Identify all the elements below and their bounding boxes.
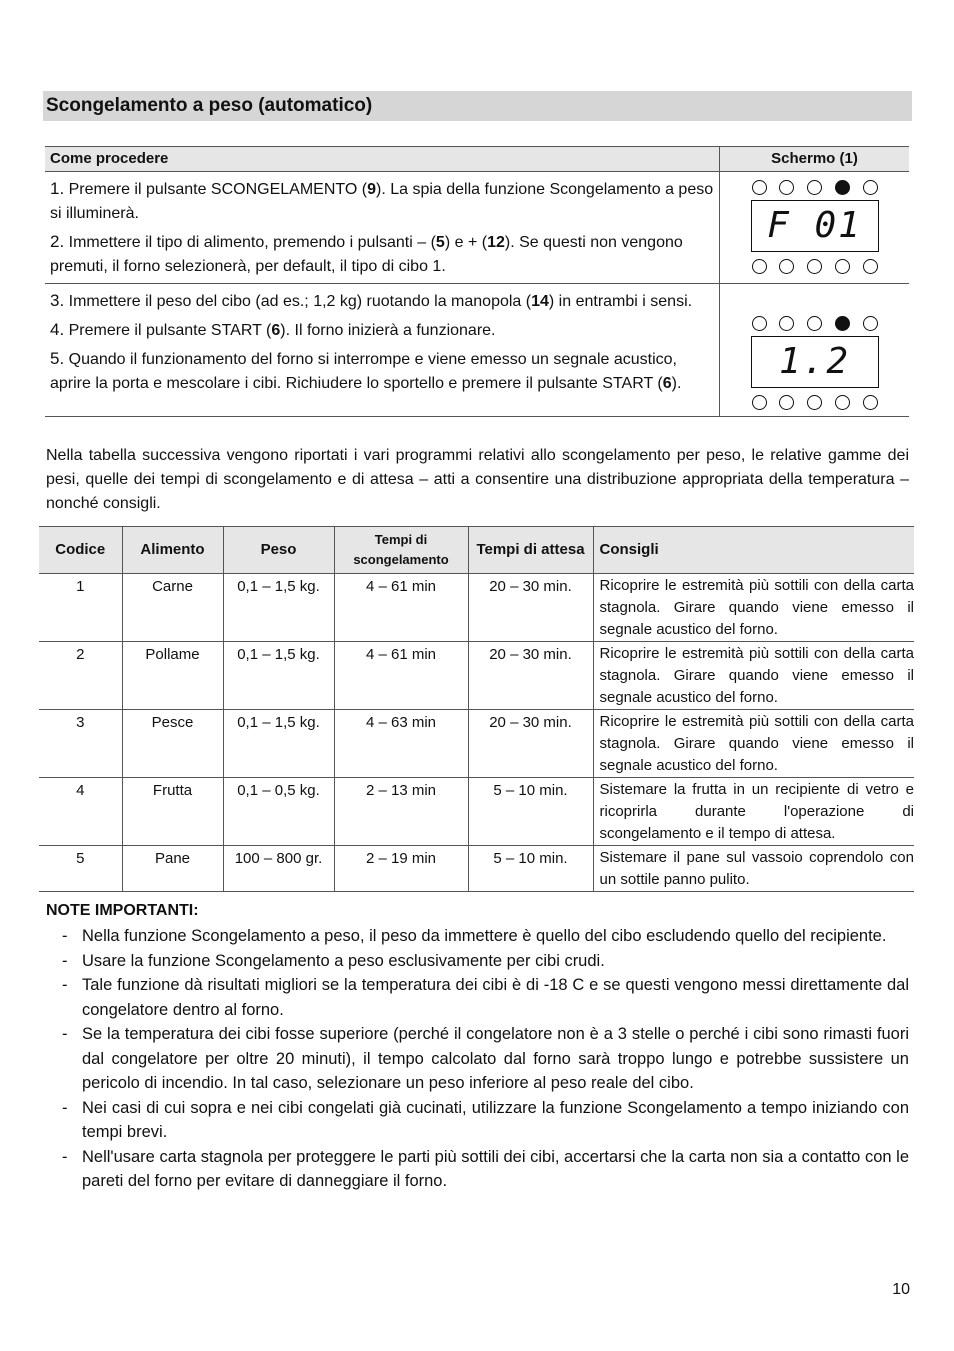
oven-display — [749, 177, 881, 276]
indicator-light — [779, 395, 794, 410]
procedure-step: 2. Immettere il tipo di alimento, premendo i pulsanti – (5) e + (12). Se questi non vengono premuti, il forno selezionerà, per default, il tipo di cibo 1. — [50, 232, 683, 275]
table-cell: 3 — [39, 710, 122, 778]
table-cell: Frutta — [122, 778, 223, 846]
procedure-header-steps: Come procedere — [45, 147, 720, 172]
bullet-dash: - — [62, 1025, 68, 1043]
important-notes — [46, 900, 909, 1194]
indicator-light — [779, 316, 794, 331]
table-row — [39, 642, 914, 710]
indicator-light — [807, 395, 822, 410]
indicator-light — [863, 316, 878, 331]
section-title: Scongelamento a peso (automatico) — [43, 91, 912, 121]
table-cell: Sistemare il pane sul vassoio coprendolo con un sottile panno pulito. — [593, 846, 914, 892]
column-header: Codice — [39, 527, 122, 574]
bullet-dash: - — [62, 927, 68, 945]
table-cell: 2 — [39, 642, 122, 710]
procedure-row — [45, 172, 909, 284]
table-cell: 5 – 10 min. — [468, 846, 593, 892]
table-row — [39, 846, 914, 892]
indicator-light — [835, 259, 850, 274]
note-text: Usare la funzione Scongelamento a peso esclusivamente per cibi crudi. — [82, 951, 605, 970]
table-cell: Pesce — [122, 710, 223, 778]
table-cell: 100 – 800 gr. — [223, 846, 334, 892]
note-item — [46, 924, 909, 949]
table-cell: 5 — [39, 846, 122, 892]
indicator-light — [807, 180, 822, 195]
page-number: 10 — [892, 1281, 910, 1298]
note-text: Nei casi di cui sopra e nei cibi congelati già cucinati, utilizzare la funzione Scongelamento a tempo iniziando con tempi brevi. — [82, 1098, 909, 1141]
table-cell: 4 – 63 min — [334, 710, 468, 778]
table-cell: 20 – 30 min. — [468, 574, 593, 642]
table-cell: 4 — [39, 778, 122, 846]
note-item — [46, 1022, 909, 1096]
table-cell: Ricoprire le estremità più sottili con della carta stagnola. Girare quando viene emesso il segnale acustico del forno. — [593, 710, 914, 778]
table-cell: 2 – 19 min — [334, 846, 468, 892]
indicator-light — [835, 395, 850, 410]
indicator-light — [752, 316, 767, 331]
table-cell: Sistemare la frutta in un recipiente di vetro e ricoprirla durante l'operazione di scongelamento e il tempo di attesa. — [593, 778, 914, 846]
table-cell: 4 – 61 min — [334, 574, 468, 642]
table-cell: Pane — [122, 846, 223, 892]
note-item — [46, 973, 909, 1022]
oven-display — [749, 313, 881, 412]
indicator-light — [807, 259, 822, 274]
display-readout: F 01 — [751, 200, 879, 252]
table-cell: 1 — [39, 574, 122, 642]
bullet-dash: - — [62, 1098, 68, 1117]
table-row — [39, 574, 914, 642]
table-cell: Carne — [122, 574, 223, 642]
indicator-light — [863, 395, 878, 410]
indicator-light — [779, 259, 794, 274]
table-cell: Pollame — [122, 642, 223, 710]
table-row — [39, 778, 914, 846]
note-text: Nell'usare carta stagnola per proteggere le parti più sottili dei cibi, accertarsi che la carta non sia a contatto con le pareti del forno per evitare di danneggiare il forno. — [82, 1147, 909, 1190]
bullet-dash: - — [62, 976, 68, 994]
intro-paragraph: Nella tabella successiva vengono riportati i vari programmi relativi allo scongelamento per peso, le relative gamme dei pesi, quelle dei tempi di scongelamento e di attesa – atti a consentire una distribuzione appropriata della temperatura – nonché consigli. — [46, 447, 909, 512]
procedure-row — [45, 284, 909, 417]
bullet-dash: - — [62, 1147, 68, 1166]
procedure-step: 5. Quando il funzionamento del forno si interrompe e viene emesso un segnale acustico, aprire la porta e mescolare i cibi. Richiudere lo sportello e premere il pulsante START (6). — [50, 349, 682, 392]
note-text: Tale funzione dà risultati migliori se la temperatura dei cibi è di -18 C e se questi vengono messi direttamente dal congelatore dentro al forno. — [82, 976, 909, 1019]
procedure-table — [45, 146, 909, 417]
indicator-lights-top — [749, 313, 881, 333]
procedure-step: 1. Premere il pulsante SCONGELAMENTO (9). La spia della funzione Scongelamento a peso si illuminerà. — [50, 179, 714, 222]
note-item — [46, 1145, 909, 1194]
table-cell: 0,1 – 1,5 kg. — [223, 574, 334, 642]
table-cell: 0,1 – 0,5 kg. — [223, 778, 334, 846]
table-cell: 0,1 – 1,5 kg. — [223, 642, 334, 710]
procedure-header-screen: Schermo (1) — [720, 147, 910, 172]
column-header: Consigli — [593, 527, 914, 574]
table-row — [39, 710, 914, 778]
indicator-light — [863, 259, 878, 274]
procedure-step: 4. Premere il pulsante START (6). Il forno inizierà a funzionare. — [50, 320, 496, 339]
indicator-lights-bottom — [749, 256, 881, 276]
note-item — [46, 1096, 909, 1145]
indicator-light — [807, 316, 822, 331]
indicator-light — [863, 180, 878, 195]
indicator-light — [752, 395, 767, 410]
notes-title: NOTE IMPORTANTI: — [46, 902, 199, 919]
table-cell: 20 – 30 min. — [468, 710, 593, 778]
procedure-step: 3. Immettere il peso del cibo (ad es.; 1,2 kg) ruotando la manopola (14) in entrambi i sensi. — [50, 291, 693, 310]
indicator-light-active — [835, 180, 850, 195]
table-cell: 0,1 – 1,5 kg. — [223, 710, 334, 778]
table-cell: 4 – 61 min — [334, 642, 468, 710]
table-cell: 5 – 10 min. — [468, 778, 593, 846]
programs-table — [39, 526, 914, 892]
table-cell: 2 – 13 min — [334, 778, 468, 846]
indicator-light — [779, 180, 794, 195]
indicator-lights-top — [749, 177, 881, 197]
indicator-lights-bottom — [749, 392, 881, 412]
display-readout: 1.2 — [751, 336, 879, 388]
indicator-light — [752, 180, 767, 195]
column-header: Alimento — [122, 527, 223, 574]
table-cell: Ricoprire le estremità più sottili con della carta stagnola. Girare quando viene emesso il segnale acustico del forno. — [593, 574, 914, 642]
column-header: Tempi di attesa — [468, 527, 593, 574]
table-cell: 20 – 30 min. — [468, 642, 593, 710]
note-item — [46, 949, 909, 974]
bullet-dash: - — [62, 951, 68, 970]
table-cell: Ricoprire le estremità più sottili con della carta stagnola. Girare quando viene emesso il segnale acustico del forno. — [593, 642, 914, 710]
indicator-light-active — [835, 316, 850, 331]
column-header: Tempi di scongelamento — [334, 527, 468, 574]
note-text: Nella funzione Scongelamento a peso, il peso da immettere è quello del cibo escludendo quello del recipiente. — [82, 927, 887, 945]
column-header: Peso — [223, 527, 334, 574]
indicator-light — [752, 259, 767, 274]
note-text: Se la temperatura dei cibi fosse superiore (perché il congelatore non è a 3 stelle o perché i cibi sono rimasti fuori dal congelatore per oltre 20 minuti), il tempo calcolato dal forno sarà troppo lungo e potrebbe sussistere un pericolo di incendio. In tal caso, selezionare un peso inferiore al peso reale del cibo. — [82, 1025, 909, 1092]
